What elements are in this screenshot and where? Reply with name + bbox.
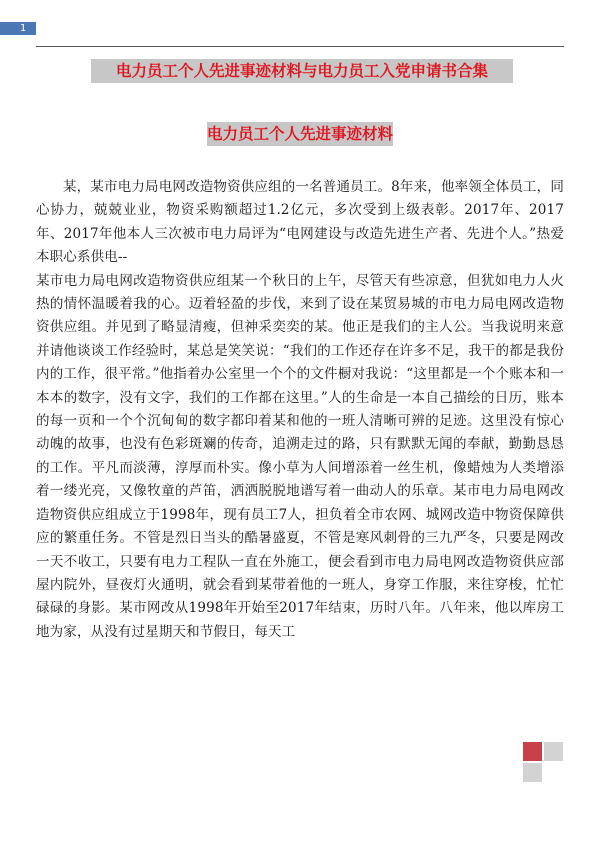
decorative-square-red bbox=[523, 742, 542, 761]
header-rule bbox=[36, 46, 564, 47]
paragraph-story: 某市电力局电网改造物资供应组某一个秋日的上午，尽管天有些凉意，但犹如电力人火热的情怀温暖着我的心。迈着轻盈的步伐，来到了设在某贸易城的市电力局电网改造物资供应组。并见到了略显清瘦，但神采奕奕的某。他正是我们的主人公。当我说明来意并请他谈谈工作经验时，某总是笑笑说：“我们的工作还存在许多不足，我干的都是我份内的工作，很平常。”他指着办公室里一个个的文件橱对我说：“这里都是一个个账本和一本本的数字，没有文字，我们的工作都在这里。”人的生命是一本自己描绘的日历，账本的每一页和一个个沉甸甸的数字都印着某和他的一班人清晰可辨的足迹。这里没有惊心动魄的故事，也没有色彩斑斓的传奇，追溯走过的路，只有默默无闻的奉献，勤勤恳恳的工作。平凡而淡薄，淳厚而朴实。像小草为人间增添着一丝生机，像蜡烛为人类增添着一缕光亮，又像牧童的芦笛，洒洒脱脱地谱写着一曲动人的乐章。某市电力局电网改造物资供应组成立于1998年，现有员工7人，担负着全市农网、城网改造中物资保障供应的繁重任务。不管是烈日当头的酷暑盛夏，不管是寒风刺骨的三九严冬，只要是网改一天不收工，只要有电力工程队一直在外施工，便会看到市电力局电网改造物资供应部屋内院外，昼夜灯火通明，就会看到某带着他的一班人，身穿工作服，来往穿梭，忙忙碌碌的身影。某市网改从1998年开始至2017年结束，历时八年。八年来，他以库房工地为家，从没有过星期天和节假日，每天工 bbox=[36, 272, 564, 640]
document-body bbox=[36, 176, 564, 644]
page-number-badge: 1 bbox=[0, 22, 36, 35]
section-title: 电力员工个人先进事迹材料 bbox=[207, 122, 393, 146]
decorative-square-gray bbox=[544, 742, 563, 761]
decorative-square-gray bbox=[523, 763, 542, 782]
document-title: 电力员工个人先进事迹材料与电力员工入党申请书合集 bbox=[91, 59, 513, 83]
paragraph-intro: 某，某市电力局电网改造物资供应组的一名普通员工。8年来，他率领全体员工，同心协力，兢兢业业，物资采购额超过1.2亿元，多次受到上级表彰。2017年、2017年、2017年他本人三次被市电力局评为“电网建设与改造先进生产者、先进个人。”热爱本职心系供电-- bbox=[36, 179, 564, 266]
